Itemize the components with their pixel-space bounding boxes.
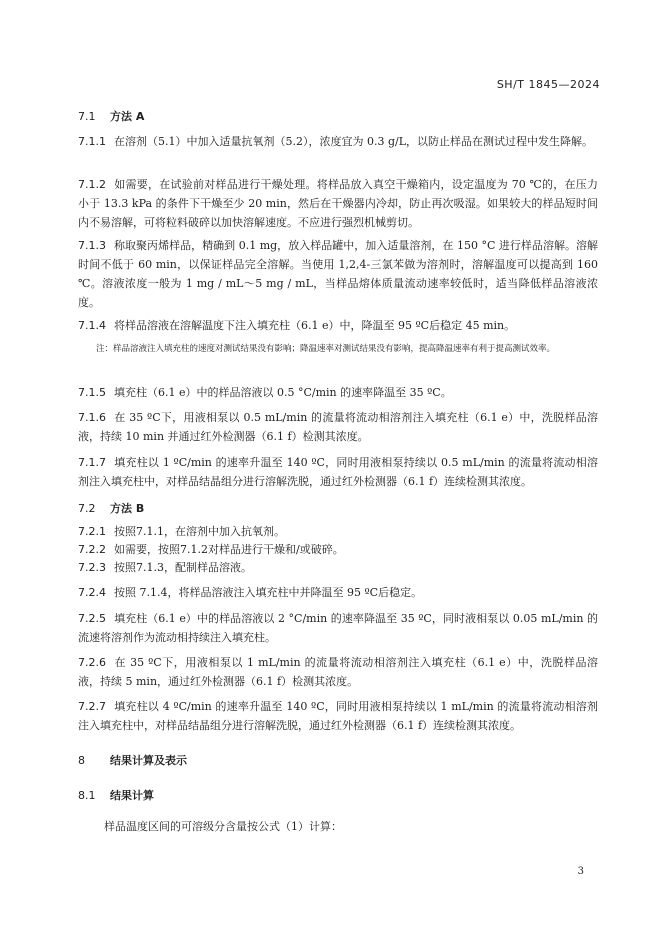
section-7-1-heading [78, 108, 144, 124]
section-8-heading [78, 752, 187, 768]
clause-7-1-6 [78, 408, 598, 446]
clause-text: 填充柱以 1 ºC/min 的速率升温至 140 ºC，同时用液相泵持续以 0.5 mL/min 的流量将流动相溶剂注入填充柱中，对样品结晶组分进行溶解洗脱，通过红外检测器（6.1 f）连续检测其浓度。 [78, 456, 598, 488]
clause-number: 7.1.1 [78, 135, 106, 148]
clause-text: 填充柱以 4 ºC/min 的速率升温至 140 ºC，同时用液相泵持续以 1 mL/min 的流量将流动相溶剂注入填充柱中，对样品结晶组分进行溶解洗脱，通过红外检测器（6.1 f）连续检测其浓度。 [78, 700, 598, 732]
section-number: 7.1 [78, 110, 96, 123]
clause-number: 7.1.5 [78, 386, 106, 399]
section-7-2-heading [78, 500, 144, 516]
standard-code-header: SH/T 1845—2024 [496, 78, 600, 91]
clause-7-2-6 [78, 653, 598, 691]
clause-7-1-7 [78, 453, 598, 491]
clause-text: 称取聚丙烯样品，精确到 0.1 mg，放入样品罐中，加入适量溶剂，在 150 °C 进行样品溶解。溶解时间不低于 60 min，以保证样品完全溶解。当使用 1,2,4-三氯苯做为溶剂时，溶解温度可以提高到 160 ℃。溶液浓度一般为 1 mg / mL～5 mg / mL，当样品熔体质量流动速率较低时，适当降低样品溶液浓度。 [78, 239, 598, 309]
page-number: 3 [577, 866, 584, 877]
clause-number: 7.1.3 [78, 239, 106, 252]
clause-7-2-3 [78, 558, 598, 577]
clause-number: 7.2.2 [78, 543, 106, 556]
clause-text: 如需要，按照7.1.2对样品进行干燥和/或破碎。 [114, 543, 344, 556]
clause-text: 按照 7.1.4，将样品溶液注入填充柱中并降温至 95 ºC后稳定。 [114, 586, 423, 599]
clause-number: 7.2.5 [78, 612, 106, 625]
clause-text: 填充柱（6.1 e）中的样品溶液以 0.5 °C/min 的速率降温至 35 ºC。 [114, 386, 452, 399]
section-title: 方法 A [110, 110, 145, 123]
clause-number: 7.1.4 [78, 319, 106, 332]
clause-number: 7.2.4 [78, 586, 106, 599]
clause-7-1-5 [78, 383, 598, 402]
clause-7-1-3 [78, 236, 598, 312]
clause-text: 将样品溶液在溶解温度下注入填充柱（6.1 e）中，降温至 95 ºC后稳定 45 min。 [114, 319, 516, 332]
clause-number: 7.2.6 [78, 656, 106, 669]
section-title: 结果计算及表示 [110, 754, 187, 767]
clause-7-1-1 [78, 132, 598, 151]
section-number: 7.2 [78, 502, 96, 515]
clause-7-2-1 [78, 522, 598, 541]
clause-7-1-4 [78, 316, 598, 335]
clause-text: 填充柱（6.1 e）中的样品溶液以 2 °C/min 的速率降温至 35 ºC，同时液相泵以 0.05 mL/min 的流速将溶剂作为流动相持续注入填充柱。 [78, 612, 598, 644]
clause-7-2-5 [78, 609, 598, 647]
clause-text: 在 35 ºC下，用液相泵以 1 mL/min 的流量将流动相溶剂注入填充柱（6.1 e）中，洗脱样品溶液，持续 5 min，通过红外检测器（6.1 f）检测其浓度。 [78, 656, 598, 688]
clause-text: 在 35 ºC下，用液相泵以 0.5 mL/min 的流量将流动相溶剂注入填充柱（6.1 e）中，洗脱样品溶液，持续 10 min 并通过红外检测器（6.1 f）检测其浓度。 [78, 411, 598, 443]
section-8-1-heading [78, 787, 154, 803]
clause-number: 7.2.3 [78, 561, 106, 574]
clause-number: 7.2.7 [78, 700, 106, 713]
clause-text: 按照7.1.3，配制样品溶液。 [114, 561, 252, 574]
clause-number: 7.2.1 [78, 525, 106, 538]
clause-number: 7.1.2 [78, 178, 106, 191]
clause-text: 按照7.1.1，在溶剂中加入抗氧剂。 [114, 525, 285, 538]
clause-7-2-7 [78, 697, 598, 735]
clause-number: 7.1.6 [78, 411, 106, 424]
section-title: 结果计算 [110, 789, 154, 802]
section-number: 8 [78, 754, 85, 767]
clause-text: 如需要，在试验前对样品进行干燥处理。将样品放入真空干燥箱内，设定温度为 70 ℃的，在压力小于 13.3 kPa 的条件下干燥至少 20 min，然后在干燥器内冷却，防止再次吸湿。如果较大的样品短时间内不易溶解，可将粒料破碎以加快溶解速度。不应进行强烈机械剪切。 [78, 178, 598, 229]
section-number: 8.1 [78, 789, 96, 802]
clause-7-1-2 [78, 175, 598, 232]
clause-7-2-4 [78, 583, 598, 602]
section-title: 方法 B [110, 502, 145, 515]
clause-number: 7.1.7 [78, 456, 106, 469]
clause-7-2-2 [78, 540, 598, 559]
clause-text: 在溶剂（5.1）中加入适量抗氧剂（5.2），浓度宜为 0.3 g/L，以防止样品在测试过程中发生降解。 [114, 135, 594, 148]
note: 注：样品溶液注入填充柱的速度对测试结果没有影响；降温速率对测试结果没有影响，提高降温速率有利于提高测试效率。 [96, 344, 556, 354]
formula-intro: 样品温度区间的可溶级分含量按公式（1）计算： [104, 820, 342, 833]
